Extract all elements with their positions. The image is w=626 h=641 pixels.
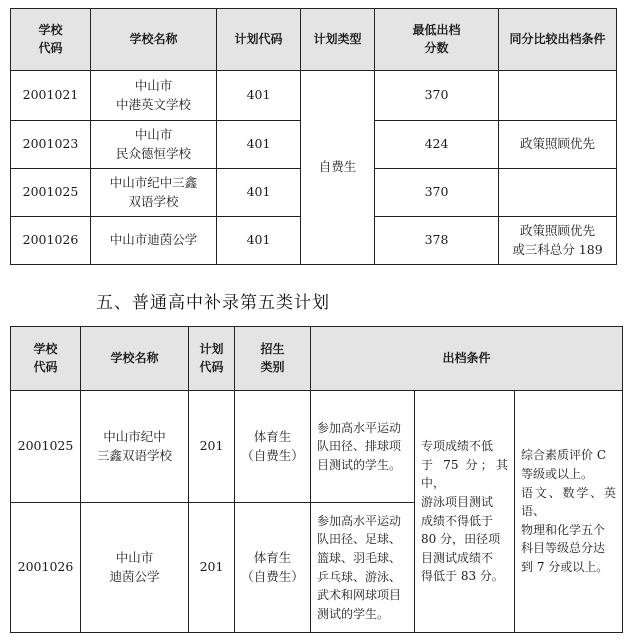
school-code: 2001025 [11, 391, 81, 503]
table1-header-row [11, 9, 617, 71]
category: 体育生 （自费生） [235, 391, 311, 503]
category: 体育生 （自费生） [235, 503, 311, 633]
school-code: 2001025 [11, 169, 91, 217]
header-plan-code: 计划代码 [217, 9, 301, 71]
school-name: 中山市纪中三鑫 双语学校 [91, 169, 217, 217]
school-name: 中山市 中港英文学校 [91, 71, 217, 121]
min-score: 370 [375, 169, 499, 217]
school-name: 中山市迪茵公学 [91, 217, 217, 265]
header-school-name: 学校名称 [91, 9, 217, 71]
plan-code: 401 [217, 217, 301, 265]
table-row [11, 71, 617, 121]
tie-condition [499, 71, 617, 121]
header-plan-code: 计划 代码 [189, 327, 235, 391]
school-name: 中山市纪中 三鑫双语学校 [81, 391, 189, 503]
plan-code: 401 [217, 169, 301, 217]
min-score: 370 [375, 71, 499, 121]
plan-code: 201 [189, 391, 235, 503]
sport-requirement: 参加高水平运动 队田径、排球项 目测试的学生。 [311, 391, 415, 503]
table-row [11, 391, 623, 503]
header-category: 招生 类别 [235, 327, 311, 391]
plan-code: 201 [189, 503, 235, 633]
header-min-score: 最低出档 分数 [375, 9, 499, 71]
school-code: 2001023 [11, 121, 91, 169]
admission-score-table [10, 8, 617, 265]
score-requirement: 专项成绩不低 于 75 分；其中， 游泳项目测试 成绩不得低于 80 分，田径项 目测试成绩不 得低于 83 分。 [415, 391, 515, 633]
min-score: 424 [375, 121, 499, 169]
sport-requirement: 参加高水平运动 队田径、足球、 篮球、羽毛球、 乒乓球、游泳、 武术和网球项目 测试的学生。 [311, 503, 415, 633]
school-name: 中山市 民众德恒学校 [91, 121, 217, 169]
school-code: 2001026 [11, 217, 91, 265]
header-school-code: 学校 代码 [11, 327, 81, 391]
header-plan-type: 计划类型 [301, 9, 375, 71]
supplementary-admission-table [10, 326, 623, 633]
header-school-code: 学校 代码 [11, 9, 91, 71]
plan-type-cell: 自费生 [301, 71, 375, 265]
school-code: 2001021 [11, 71, 91, 121]
min-score: 378 [375, 217, 499, 265]
school-code: 2001026 [11, 503, 81, 633]
tie-condition: 政策照顾优先 或三科总分 189 [499, 217, 617, 265]
header-tie-rule: 同分比较出档条件 [499, 9, 617, 71]
header-conditions: 出档条件 [311, 327, 623, 391]
plan-code: 401 [217, 71, 301, 121]
tie-condition [499, 169, 617, 217]
school-name: 中山市 迪茵公学 [81, 503, 189, 633]
tie-condition: 政策照顾优先 [499, 121, 617, 169]
header-school-name: 学校名称 [81, 327, 189, 391]
section-title: 五、普通高中补录第五类计划 [96, 293, 330, 313]
quality-requirement: 综合素质评价 C 等级或以上。 语文、数学、英语、 物理和化学五个 科目等级总分达 到 7 分或以上。 [515, 391, 623, 633]
plan-code: 401 [217, 121, 301, 169]
table2-header-row [11, 327, 623, 391]
